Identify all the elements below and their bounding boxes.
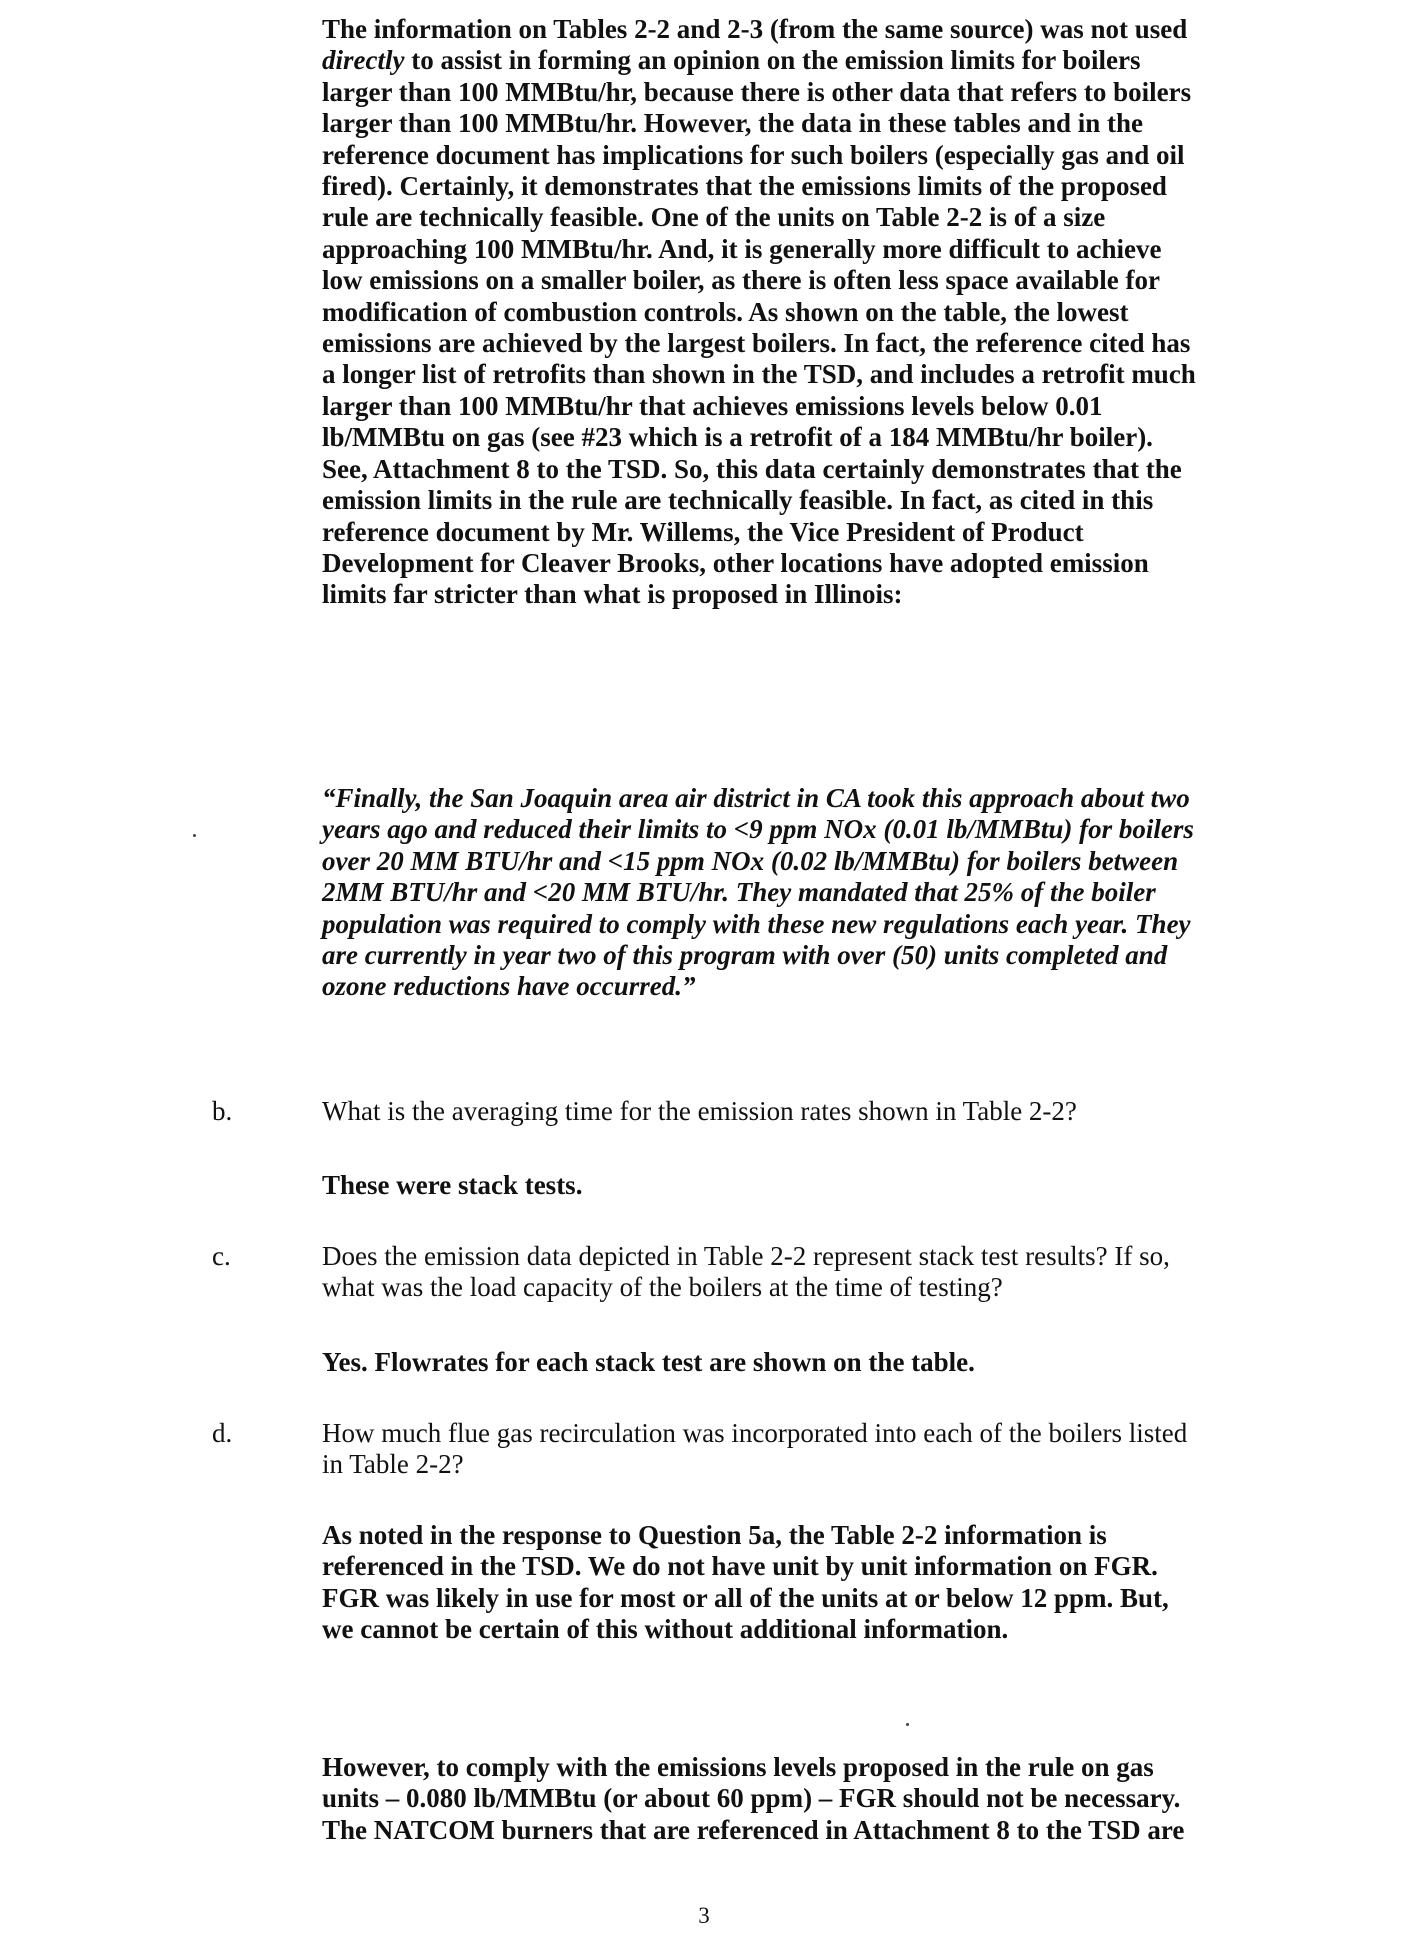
answer-line: These were stack tests. bbox=[322, 1170, 583, 1200]
quote-line: are currently in year two of this program with over (50) units completed and bbox=[322, 940, 1168, 971]
text-line: See, Attachment 8 to the TSD. So, this data certainly demonstrates that the bbox=[322, 453, 1182, 484]
answer-d-paragraph-2 bbox=[322, 1752, 1402, 1846]
text-line: reference document by Mr. Willems, the Vice President of Product bbox=[322, 516, 1084, 547]
text-line bbox=[322, 45, 1402, 76]
answer-line: referenced in the TSD. We do not have unit by unit information on FGR. bbox=[322, 1551, 1158, 1582]
text-line: approaching 100 MMBtu/hr. And, it is generally more difficult to achieve bbox=[322, 233, 1162, 264]
answer-line: FGR was likely in use for most or all of the units at or below 12 ppm. But, bbox=[322, 1582, 1169, 1613]
text-line: emission limits in the rule are technically feasible. In fact, as cited in this bbox=[322, 485, 1154, 516]
quote-line: 2MM BTU/hr and <20 MM BTU/hr. They mandated that 25% of the boiler bbox=[322, 877, 1156, 908]
quote-line: ozone reductions have occurred.” bbox=[322, 971, 696, 1002]
quote-line: over 20 MM BTU/hr and <15 ppm NOx (0.02 lb/MMBtu) for boilers between bbox=[322, 845, 1179, 876]
answer-line: However, to comply with the emissions levels proposed in the rule on gas bbox=[322, 1752, 1154, 1782]
text-line: limits far stricter than what is proposed in Illinois: bbox=[322, 579, 903, 610]
question-c-text bbox=[322, 1241, 1402, 1304]
text-line: low emissions on a smaller boiler, as there is often less space available for bbox=[322, 265, 1160, 296]
scan-speck bbox=[193, 834, 196, 837]
text-line: emissions are achieved by the largest boilers. In fact, the reference cited has bbox=[322, 328, 1191, 359]
text-line: larger than 100 MMBtu/hr, because there is other data that refers to boilers bbox=[322, 76, 1192, 107]
question-line: How much flue gas recirculation was incorporated into each of the boilers listed bbox=[322, 1418, 1188, 1448]
question-line: what was the load capacity of the boilers at the time of testing? bbox=[322, 1272, 1003, 1303]
text-line: Development for Cleaver Brooks, other locations have adopted emission bbox=[322, 547, 1149, 578]
text-line: modification of combustion controls. As shown on the table, the lowest bbox=[322, 296, 1129, 327]
emphasis-directly: directly bbox=[322, 45, 405, 76]
text-line: lb/MMBtu on gas (see #23 which is a retrofit of a 184 MMBtu/hr boiler). bbox=[322, 422, 1153, 453]
question-line: What is the averaging time for the emission rates shown in Table 2-2? bbox=[322, 1096, 1077, 1126]
text-fragment: to assist in forming an opinion on the emission limits for boilers bbox=[404, 45, 1141, 76]
quote-line: “Finally, the San Joaquin area air district in CA took this approach about two bbox=[322, 783, 1190, 813]
question-b-text bbox=[322, 1096, 1402, 1127]
question-d-letter: d. bbox=[212, 1418, 233, 1448]
answer-line: Yes. Flowrates for each stack test are shown on the table. bbox=[322, 1347, 975, 1377]
answer-d-paragraph-1 bbox=[322, 1520, 1402, 1646]
text-line: larger than 100 MMBtu/hr. However, the data in these tables and in the bbox=[322, 108, 1144, 139]
quote-san-joaquin bbox=[322, 783, 1402, 1003]
text-line: a longer list of retrofits than shown in the TSD, and includes a retrofit much bbox=[322, 359, 1196, 390]
page-number: 3 bbox=[698, 1903, 710, 1928]
answer-line: As noted in the response to Question 5a, the Table 2-2 information is bbox=[322, 1520, 1107, 1550]
text-line: rule are technically feasible. One of the units on Table 2-2 is of a size bbox=[322, 202, 1106, 233]
answer-b-text bbox=[322, 1170, 1402, 1201]
paragraph-table-discussion bbox=[322, 14, 1402, 611]
answer-c-text bbox=[322, 1347, 1402, 1378]
answer-line: we cannot be certain of this without additional information. bbox=[322, 1614, 1009, 1645]
question-line: in Table 2-2? bbox=[322, 1449, 464, 1480]
question-b-letter: b. bbox=[212, 1096, 233, 1126]
text-line: larger than 100 MMBtu/hr that achieves emissions levels below 0.01 bbox=[322, 390, 1103, 421]
text-line: reference document has implications for such boilers (especially gas and oil bbox=[322, 139, 1185, 170]
question-d-text bbox=[322, 1418, 1402, 1481]
quote-line: years ago and reduced their limits to <9 ppm NOx (0.01 lb/MMBtu) for boilers bbox=[322, 814, 1194, 845]
scan-speck bbox=[906, 1723, 909, 1726]
answer-line: The NATCOM burners that are referenced in Attachment 8 to the TSD are bbox=[322, 1814, 1185, 1845]
text-line: The information on Tables 2-2 and 2-3 (from the same source) was not used bbox=[322, 14, 1188, 44]
quote-line: population was required to comply with these new regulations each year. They bbox=[322, 908, 1191, 939]
question-c-letter: c. bbox=[212, 1241, 231, 1271]
question-line: Does the emission data depicted in Table 2-2 represent stack test results? If so, bbox=[322, 1241, 1170, 1271]
text-line: fired). Certainly, it demonstrates that the emissions limits of the proposed bbox=[322, 171, 1167, 202]
answer-line: units – 0.080 lb/MMBtu (or about 60 ppm) – FGR should not be necessary. bbox=[322, 1783, 1181, 1814]
